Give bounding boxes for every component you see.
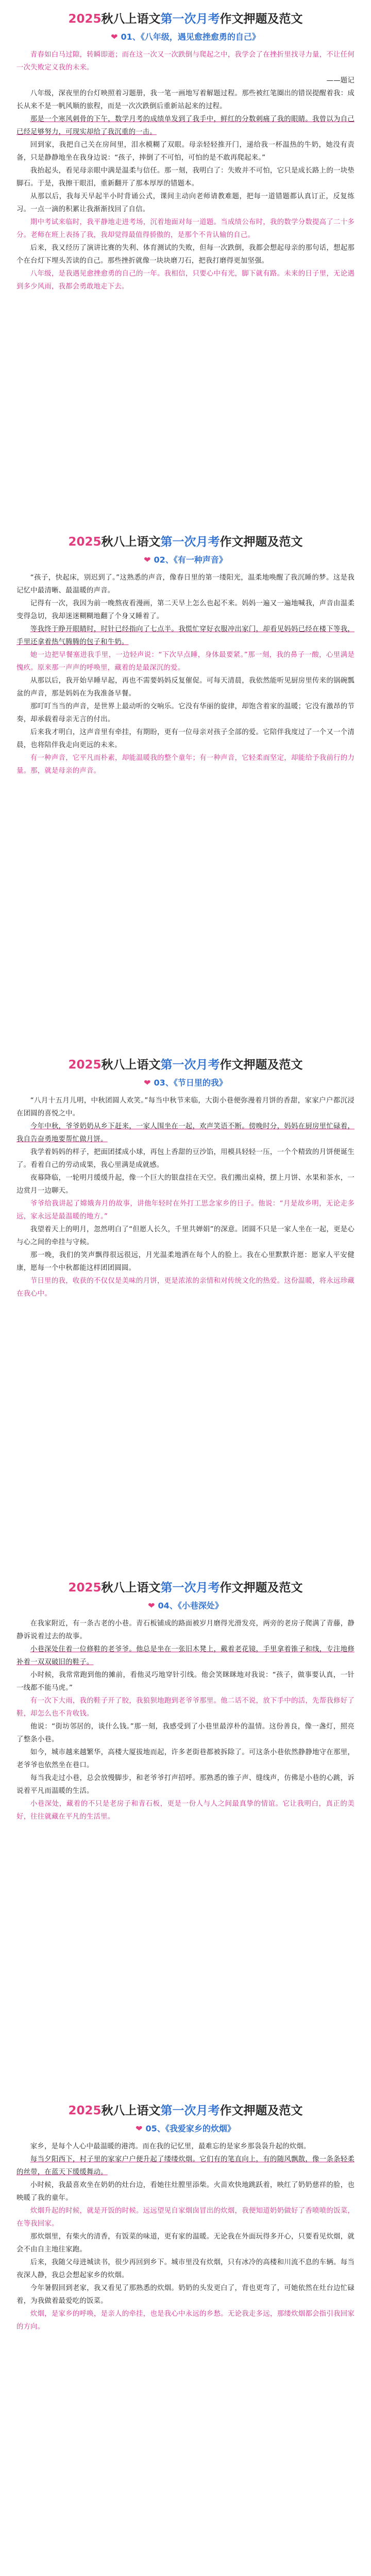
essay-paragraph: 后来，我又经历了演讲比赛的失利、体育测试的失败，但每一次跌倒，我都会想起母亲的那句话，想起那个在台灯下埋头苦读的自己。那些挫折就像一块块磨刀石，把我打磨得更加坚强。	[16, 244, 355, 265]
title-tail: 作文押题及范文	[220, 12, 303, 26]
title-tail: 作文押题及范文	[220, 1058, 303, 1072]
title-grade: 秋八上语文	[101, 12, 161, 26]
section-title	[0, 0, 371, 28]
essay-paragraph: 我抬起头，看见母亲眼中满是温柔与信任。那一刻，我明白了：失败并不可怕，它只是成长路上的一块垫脚石。于是，我擦干眼泪，重新翻开了那本厚厚的错题本。	[16, 167, 355, 188]
index-separator: 、	[165, 1078, 174, 1088]
essay-paragraph: 从那以后，我开始早睡早起，再也不需要妈妈反复催促。可每天清晨，我依然能听见厨房里传来的锅碗瓢盆的声音，那是妈妈在为我准备早餐。	[16, 677, 355, 698]
title-year: 2025	[68, 12, 102, 26]
essay-subtitle	[0, 2123, 371, 2135]
title-tail: 作文押题及范文	[220, 2104, 303, 2117]
index-separator: 、	[165, 555, 174, 565]
essay-paragraph: 家乡，是每个人心中最温暖的港湾。而在我的记忆里，最难忘的是家乡那袅袅升起的炊烟。	[30, 2143, 311, 2150]
title-exam: 第一次月考	[160, 1581, 220, 1595]
essay-paragraph: 炊烟升起的时候，就是开饭的时候。远远望见自家烟囱冒出的炊烟，我便知道奶奶做好了香喷喷的饭菜，在等我回家。	[16, 2207, 355, 2228]
title-exam: 第一次月考	[160, 2104, 220, 2117]
essay-index: 04	[158, 1601, 170, 1611]
essay-paragraph: 有一次下大雨，我的鞋子开了胶，我狼狈地跑到老爷爷那里。他二话不说，放下手中的活，先帮我修好了鞋，却怎么也不肯收钱。	[16, 1697, 355, 1718]
essay-title: 《八年级，遇见愈挫愈勇的自己》	[140, 32, 260, 42]
section-title	[0, 523, 371, 551]
heart-icon: ❤	[148, 1601, 155, 1611]
index-separator: 、	[169, 1601, 178, 1611]
title-year: 2025	[68, 535, 102, 549]
essay-paragraph: “八月十五月儿明，中秋团圆人欢笑。”每当中秋节来临，大街小巷便弥漫着月饼的香甜，家家户户都沉浸在团圆的喜悦之中。	[16, 1097, 355, 1117]
essay-body	[0, 2140, 371, 2333]
title-year: 2025	[68, 1058, 102, 1072]
essay-paragraph: 今年暑假回到老家，我又看见了那熟悉的炊烟。奶奶的头发更白了，背也更弯了，可她依然在灶台边忙碌着，为我做着最爱吃的饭菜。	[16, 2284, 355, 2305]
title-grade: 秋八上语文	[101, 1581, 161, 1595]
essay-body	[0, 1094, 371, 1300]
essay-index: 03	[154, 1078, 165, 1088]
essay-body	[0, 48, 371, 293]
essay-paragraph: 小时候，我常常跑到他的摊前，看他灵巧地穿针引线。他会笑眯眯地对我说：“孩子，做事要认真，一针一线都不能马虎。”	[16, 1671, 355, 1692]
essay-paragraph: 今年中秋，爷爷奶奶从乡下赶来，一家人围坐在一起，欢声笑语不断。傍晚时分，妈妈在厨房里忙碌着，我自告奋勇地要帮忙做月饼。	[16, 1123, 355, 1143]
title-grade: 秋八上语文	[101, 535, 161, 549]
essay-paragraph: 后来我才明白，这声音里有牵挂，有期盼，更有一位母亲对孩子全部的爱。它陪伴我度过了一个又一个清晨，也将陪伴我走向更远的未来。	[16, 728, 355, 749]
essay-title: 《小巷深处》	[177, 1601, 223, 1611]
essay-paragraph: ——题记	[326, 77, 355, 84]
essay-paragraph: 那炊烟里，有柴火的清香，有饭菜的味道，更有家的温暖。无论我在外面玩得多开心，只要看见炊烟，就会不由自主地往家跑。	[16, 2233, 355, 2253]
essay-section	[0, 523, 371, 1023]
essay-paragraph: 每当夕阳西下，村子里的家家户户便升起了缕缕炊烟。它们有的笔直向上，有的随风飘散，像一条条轻柔的丝带，在蓝天下缓缓舞动。	[16, 2156, 355, 2176]
essay-paragraph: 等我终于睁开眼睛时，时针已经指向了七点半。我慌忙穿好衣服冲出家门，却看见妈妈已经在楼下等我，手里还拿着热气腾腾的包子和牛奶。	[16, 625, 355, 646]
title-grade: 秋八上语文	[101, 2104, 161, 2117]
title-year: 2025	[68, 1581, 102, 1595]
essay-section	[0, 0, 371, 500]
essay-section	[0, 1569, 371, 2069]
essay-paragraph: 小时候，我最喜欢坐在奶奶的灶台边，看她往灶膛里添柴。火苗欢快地跳跃着，映红了奶奶慈祥的脸，也映暖了我的童年。	[16, 2181, 355, 2202]
essay-paragraph: 每当我走过小巷，总会放慢脚步，和老爷爷打声招呼。那熟悉的锥子声、缝线声，仿佛是小巷的心跳，诉说着平凡而温暖的生活。	[16, 1774, 355, 1795]
essay-paragraph: 我学着妈妈的样子，把面团揉成小球，再包上香甜的豆沙馅，用模具轻轻一压，一个个精致的月饼便诞生了。看着自己的劳动成果，我心里满是成就感。	[16, 1148, 355, 1169]
essay-paragraph: 回到家，我把自己关在房间里，泪水模糊了双眼。母亲轻轻推开门，递给我一杯温热的牛奶，她没有责备，只是静静地坐在我身边说：“孩子，摔倒了不可怕，可怕的是不敢再爬起来。”	[16, 141, 355, 162]
essay-paragraph: 从那以后，我每天早起半小时背诵公式，课间主动向老师请教难题，把每一道错题都认真订正，反复练习。一点一滴的积累让我渐渐找回了自信。	[16, 193, 355, 213]
essay-paragraph: 八年级，深夜里的台灯映照着习题册，我一笔一画地写着解题过程。那些被红笔圈出的错误提醒着我：成长从来不是一帆风顺的旅程，而是一次次跌倒后重新站起来的过程。	[16, 90, 355, 110]
essay-section	[0, 2092, 371, 2576]
essay-paragraph: 有一种声音，它平凡而朴素，却能温暖我的整个童年；有一种声音，它轻柔而坚定，却能给予我前行的力量。那，就是母亲的声音。	[16, 754, 355, 775]
essay-index: 01	[121, 32, 132, 42]
essay-paragraph: 期中考试来临时，我平静地走进考场，沉着地面对每一道题。当成绩公布时，我的数学分数提高了二十多分。老师在班上表扬了我，我却觉得最值得骄傲的，是那个不肯认输的自己。	[16, 218, 355, 239]
title-exam: 第一次月考	[160, 1058, 220, 1072]
essay-paragraph: 炊烟，是家乡的呼唤，是亲人的牵挂，也是我心中永远的乡愁。无论我走多远，那缕炊烟都会指引我回家的方向。	[16, 2310, 355, 2331]
title-tail: 作文押题及范文	[220, 535, 303, 549]
title-exam: 第一次月考	[160, 12, 220, 26]
essay-section	[0, 1046, 371, 1546]
essay-paragraph: 那是一个寒风刺骨的下午，数学月考的成绩单发到了我手中，鲜红的分数刺痛了我的眼睛。我曾以为自己已经足够努力，可现实却给了我沉重的一击。	[16, 115, 355, 136]
essay-paragraph: 八年级，是我遇见愈挫愈勇的自己的一年。我相信，只要心中有光，脚下就有路。未来的日子里，无论遇到多少风雨，我都会勇敢地走下去。	[16, 270, 355, 291]
essay-title: 《节日里的我》	[173, 1078, 227, 1088]
essay-paragraph: 小巷深处，藏着的不只是老房子和青石板，更是一份人与人之间最真挚的情谊。它让我明白，真正的美好，往往就藏在平凡的生活里。	[16, 1800, 355, 1821]
essay-body	[0, 571, 371, 777]
essay-index: 05	[145, 2124, 157, 2133]
essay-paragraph: 记得有一次，我因为前一晚熬夜看漫画，第二天早上怎么也起不来。妈妈一遍又一遍地喊我，声音由温柔变得急切，我却迷迷糊糊地翻了个身又睡着了。	[16, 600, 355, 620]
essay-subtitle	[0, 1600, 371, 1612]
essay-paragraph: 小巷深处住着一位修鞋的老爷爷。他总是坐在一张旧木凳上，戴着老花镜，手里拿着锥子和线，专注地修补着一双双破旧的鞋子。	[16, 1646, 355, 1666]
essay-title: 《有一种声音》	[173, 555, 227, 565]
essay-paragraph: 节日里的我，收获的不仅仅是美味的月饼，更是浓浓的亲情和对传统文化的热爱。这份温暖，将永远珍藏在我心中。	[16, 1277, 355, 1298]
essay-paragraph: 我望着天上的明月，忽然明白了“但愿人长久，千里共婵娟”的深意。团圆不只是一家人坐在一起，更是心与心之间的牵挂与守候。	[16, 1226, 355, 1246]
section-title	[0, 2092, 371, 2120]
heart-icon: ❤	[144, 555, 151, 565]
section-title	[0, 1046, 371, 1074]
essay-index: 02	[154, 555, 165, 565]
essay-subtitle	[0, 31, 371, 43]
essay-paragraph: 她一边把早餐塞进我手里，一边轻声说：“下次早点睡，身体最要紧。”那一刻，我的鼻子一酸，心里满是愧疚。原来那一声声的呼唤里，藏着的是最深沉的爱。	[16, 651, 355, 672]
essay-paragraph: 后来，我随父母进城读书，很少再回到乡下。城市里没有炊烟，只有冰冷的高楼和川流不息的车辆。每当夜深人静，我总会想起家乡的炊烟。	[16, 2259, 355, 2279]
essay-paragraph: 如今，城市越来越繁华，高楼大厦拔地而起，许多老街巷都被拆除了。可这条小巷依然静静地守在那里，老爷爷也依然坐在巷口。	[16, 1749, 355, 1769]
essay-paragraph: “孩子，快起床，别迟到了。”这熟悉的声音，像春日里的第一缕阳光，温柔地唤醒了我沉睡的梦。这是我记忆中最清晰、最温暖的声音。	[16, 574, 355, 595]
heart-icon: ❤	[111, 32, 118, 42]
essay-paragraph: 那叮叮当当的声音，是世界上最动听的交响乐。它没有华丽的旋律，却饱含着家的温暖；它没有激昂的节奏，却承载着母亲无言的付出。	[16, 703, 355, 723]
title-grade: 秋八上语文	[101, 1058, 161, 1072]
heart-icon: ❤	[136, 2124, 143, 2133]
essay-subtitle	[0, 554, 371, 566]
essay-paragraph: 夜幕降临，一轮明月缓缓升起，像一个巨大的银盘挂在天空。我们搬出桌椅，摆上月饼、水果和茶水，一边赏月一边聊天。	[16, 1174, 355, 1195]
index-separator: 、	[157, 2124, 165, 2133]
section-title	[0, 1569, 371, 1597]
essay-paragraph: 在我家附近，有一条古老的小巷。青石板铺成的路面被岁月磨得光滑发亮，两旁的老房子爬满了青藤，静静诉说着过去的故事。	[16, 1620, 355, 1640]
title-year: 2025	[68, 2104, 102, 2117]
heart-icon: ❤	[144, 1078, 151, 1088]
essay-paragraph: 他说：“街坊邻居的，谈什么钱。”那一刻，我感受到了小巷里最淳朴的温情。这份善良，像一盏灯，照亮了整条小巷。	[16, 1723, 355, 1743]
essay-paragraph: 爷爷给我讲起了嫦娥奔月的故事，讲他年轻时在外打工思念家乡的日子。他说：“月是故乡明，无论走多远，家永远是最温暖的地方。”	[16, 1200, 355, 1221]
essay-body	[0, 1617, 371, 1823]
index-separator: 、	[132, 32, 141, 42]
title-tail: 作文押题及范文	[220, 1581, 303, 1595]
title-exam: 第一次月考	[160, 535, 220, 549]
essay-paragraph: 那一晚，我们的笑声飘得很远很远，月光温柔地洒在每个人的脸上。我在心里默默许愿：愿家人平安健康，愿每一个中秋都能这样团团圆圆。	[16, 1251, 355, 1272]
essay-paragraph: 青春如白马过隙，转瞬即逝；而在这一次又一次跌倒与爬起之中，我学会了在挫折里找寻力量，不让任何一次失败定义我的未来。	[16, 51, 355, 72]
essay-title: 《我爱家乡的炊烟》	[165, 2124, 235, 2133]
essay-subtitle	[0, 1077, 371, 1089]
